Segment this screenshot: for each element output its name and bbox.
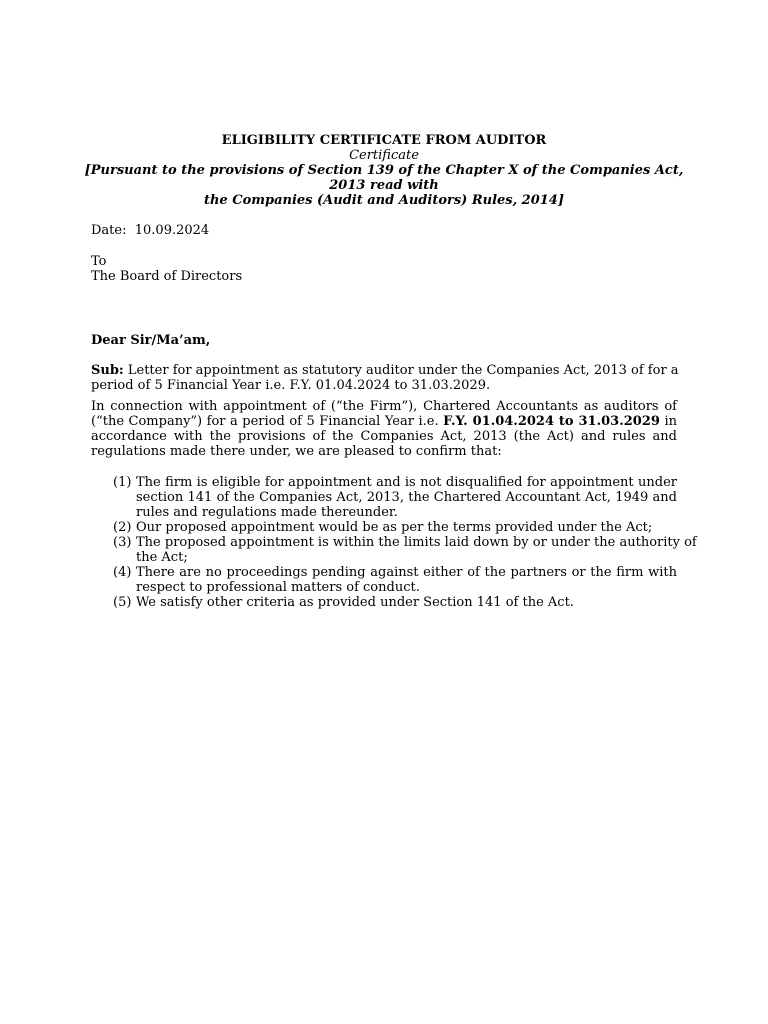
list-item-number: (4) bbox=[113, 565, 132, 580]
date-value: 10.09.2024 bbox=[134, 223, 210, 238]
list-item bbox=[113, 565, 677, 595]
subject-paragraph bbox=[91, 363, 677, 393]
subject-line-1 bbox=[91, 363, 677, 378]
date-line bbox=[91, 223, 209, 238]
subject-line-1-text: Letter for appointment as statutory auditor under the Companies Act, 2013 of for a bbox=[127, 363, 679, 378]
list-item-line: respect to professional matters of conduct. bbox=[136, 580, 420, 595]
body-line-2 bbox=[91, 414, 677, 429]
list-item bbox=[113, 595, 677, 610]
date-label: Date: bbox=[91, 223, 127, 238]
addressee-to: To bbox=[91, 254, 107, 269]
pursuant-line-2: 2013 read with bbox=[329, 178, 439, 193]
list-item bbox=[113, 520, 677, 535]
list-item-line: section 141 of the Companies Act, 2013, the Chartered Accountant Act, 1949 and bbox=[136, 490, 677, 505]
list-item-number: (3) bbox=[113, 535, 132, 550]
body-line-4: regulations made there under, we are pleased to confirm that: bbox=[91, 444, 502, 459]
list-item-line: rules and regulations made thereunder. bbox=[136, 505, 398, 520]
body-line-2-period: F.Y. 01.04.2024 to 31.03.2029 bbox=[443, 414, 660, 429]
list-item-line: We satisfy other criteria as provided under Section 141 of the Act. bbox=[136, 595, 574, 610]
pursuant-line-1: [Pursuant to the provisions of Section 139 of the Chapter X of the Companies Act, bbox=[84, 163, 684, 178]
body-line-3: accordance with the provisions of the Companies Act, 2013 (the Act) and rules and bbox=[91, 429, 677, 444]
list-item-number: (5) bbox=[113, 595, 132, 610]
list-item-number: (1) bbox=[113, 475, 132, 490]
list-item-line: Our proposed appointment would be as per the terms provided under the Act; bbox=[136, 520, 653, 535]
certificate-subtitle: Certificate bbox=[349, 148, 419, 163]
subject-label: Sub: bbox=[91, 363, 124, 378]
list-item-line: the Act; bbox=[136, 550, 188, 565]
pursuant-line-3: the Companies (Audit and Auditors) Rules, 2014] bbox=[203, 193, 565, 208]
certificate-title: ELIGIBILITY CERTIFICATE FROM AUDITOR bbox=[221, 133, 547, 148]
salutation: Dear Sir/Ma’am, bbox=[91, 333, 211, 348]
list-item-line: The proposed appointment is within the limits laid down by or under the authority of bbox=[136, 535, 697, 550]
body-paragraph bbox=[91, 399, 677, 459]
body-line-1: In connection with appointment of (“the Firm”), Chartered Accountants as auditors of bbox=[91, 399, 677, 414]
list-item-number: (2) bbox=[113, 520, 132, 535]
confirmation-list bbox=[113, 475, 697, 610]
body-line-2-post: in bbox=[664, 414, 677, 429]
list-item-line: The firm is eligible for appointment and is not disqualified for appointment under bbox=[136, 475, 677, 490]
list-item-line: There are no proceedings pending against either of the partners or the firm with bbox=[136, 565, 677, 580]
list-item bbox=[113, 475, 677, 520]
list-item bbox=[113, 535, 697, 565]
subject-line-2: period of 5 Financial Year i.e. F.Y. 01.04.2024 to 31.03.2029. bbox=[91, 378, 491, 393]
body-line-2-pre: (“the Company”) for a period of 5 Financial Year i.e. bbox=[91, 414, 439, 429]
addressee-recipient: The Board of Directors bbox=[91, 269, 243, 284]
